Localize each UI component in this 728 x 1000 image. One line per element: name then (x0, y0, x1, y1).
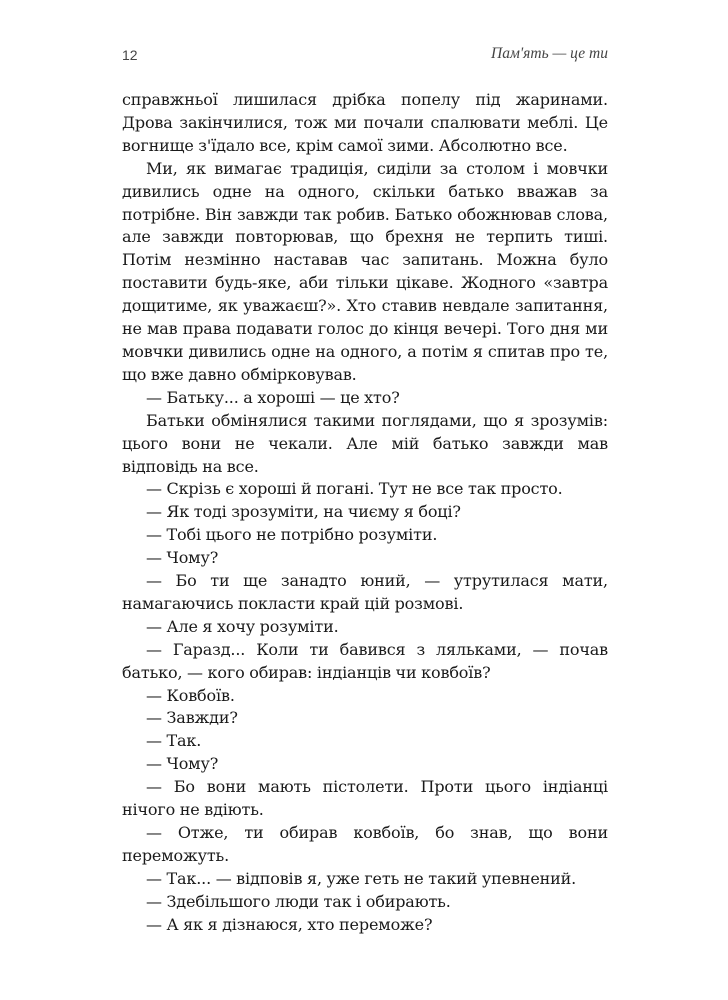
dialogue-line: — Батьку... а хороші — це хто? (146, 387, 400, 407)
paragraph: Батьки обмінялися такими поглядами, що я зрозумів: цього вони не чекали. Але мій батько завжди мав відповідь на все. (122, 410, 608, 476)
dialogue-line: — Бо ти ще занадто юний, — утрутилася мати, намагаючись покласти край цій розмові. (122, 571, 608, 613)
dialogue-line: — Так. (146, 731, 202, 751)
dialogue-line: — Чому? (146, 548, 219, 568)
running-title: Пам'ять — це ти (491, 45, 608, 62)
dialogue-line: — Отже, ти обирав ковбоїв, бо знав, що вони переможуть. (122, 823, 608, 865)
body-text (122, 89, 608, 937)
dialogue-line: — Але я хочу розуміти. (146, 616, 339, 636)
dialogue-line: — Здебільшого люди так і обирають. (146, 891, 451, 911)
dialogue-line: — Гаразд... Коли ти бавився з ляльками, — почав батько, — кого обирав: індіанців чи ковбоїв? (122, 639, 608, 682)
dialogue-line: — Тобі цього не потрібно розуміти. (146, 525, 438, 545)
dialogue-line: — Так... — відповів я, уже геть не такий упевнений. (146, 868, 577, 888)
paragraph-continued: справжньої лишилася дрібка попелу під жаринами. Дрова закінчилися, тож ми почали спалювати меблі. Це вогнище з'їдало все, крім самої зими. Абсолютно все. (122, 90, 608, 155)
dialogue-line: — Завжди? (146, 708, 238, 728)
paragraph: Ми, як вимагає традиція, сиділи за столом і мовчки дивились одне на одного, скільки батько вважав за потрібне. Він завжди так робив. Батько обожнював слова, але завжди повторював, що брехня не терпить тиші. Потім незмінно наставав час запитань. Можна було поставити будь-яке, аби тільки цікаве. Жодного «завтра дощитиме, як уважаєш?». Хто ставив невдале запитання, не мав права подавати голос до кінця вечері. Того дня ми мовчки дивились одне на одного, а потім я спитав про те, що вже давно обмірковував. (122, 158, 608, 384)
dialogue-line: — Бо вони мають пістолети. Проти цього індіанці нічого не вдіють. (122, 777, 608, 820)
dialogue-line: — Як тоді зрозуміти, на чиєму я боці? (146, 502, 461, 522)
dialogue-line: — А як я дізнаюся, хто переможе? (146, 914, 433, 934)
dialogue-line: — Чому? (146, 754, 219, 774)
dialogue-line: — Скрізь є хороші й погані. Тут не все так просто. (146, 479, 563, 499)
dialogue-line: — Ковбоїв. (146, 685, 235, 705)
page-number: 12 (122, 47, 138, 63)
running-head (122, 47, 608, 69)
